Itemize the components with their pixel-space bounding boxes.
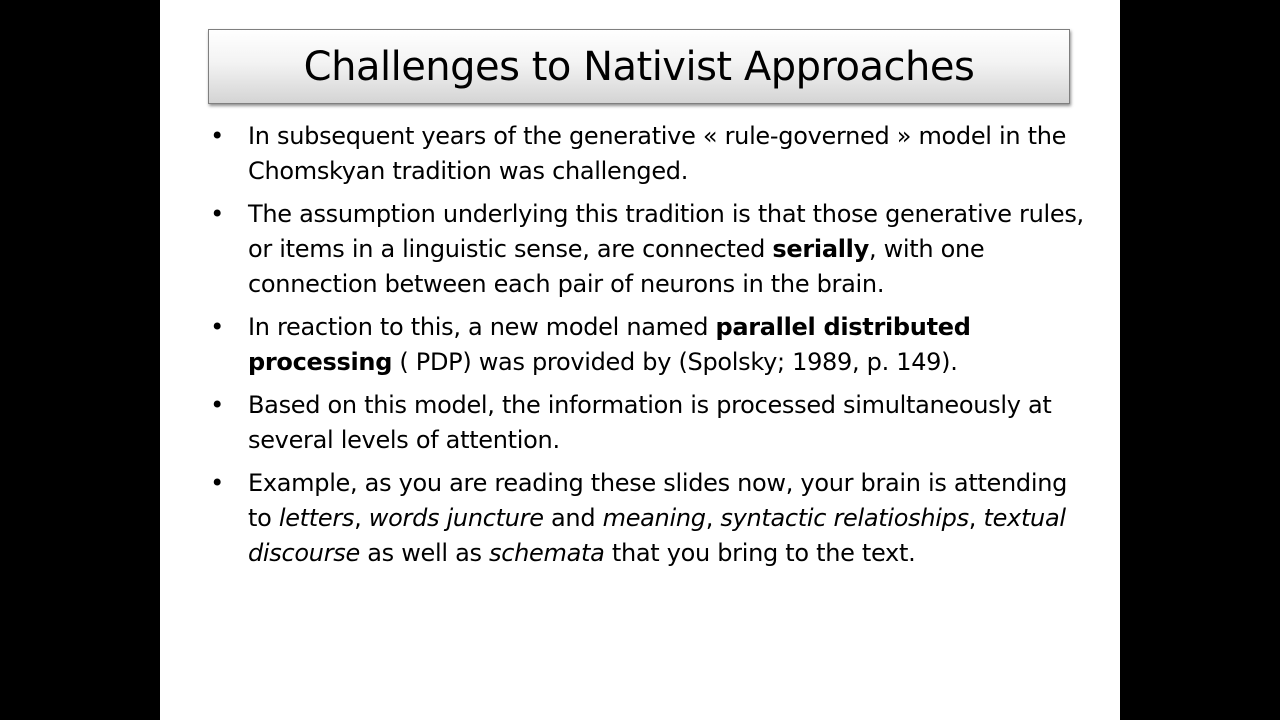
slide-title-box: [208, 29, 1070, 104]
bullet-text-segment: as well as: [359, 539, 490, 567]
bullet-item: [210, 310, 1090, 380]
bullet-text-segment: serially: [772, 235, 869, 263]
bullet-text-segment: In subsequent years of the generative « rule-governed » model in the Chomskyan tradition was challenged.: [248, 122, 1067, 185]
bullet-marker: •: [210, 313, 224, 341]
bullet-text-segment: Based on this model, the information is processed simultaneously at several levels of attention.: [248, 391, 1052, 454]
bullet-text-segment: meaning: [602, 504, 706, 532]
bullet-list: [210, 119, 1090, 579]
bullet-text-segment: parallel distributed processing: [248, 313, 971, 376]
presentation-slide: [160, 0, 1120, 720]
bullet-marker: •: [210, 469, 224, 497]
bullet-marker: •: [210, 122, 224, 150]
bullet-text-segment: ,: [354, 504, 369, 532]
bullet-item: [210, 466, 1090, 571]
bullet-text-segment: words juncture: [368, 504, 544, 532]
bullet-item: [210, 197, 1090, 302]
bullet-item: [210, 388, 1090, 458]
bullet-text-segment: that you bring to the text.: [604, 539, 916, 567]
bullet-item: [210, 119, 1090, 189]
bullet-text-segment: letters: [278, 504, 355, 532]
bullet-text-segment: syntactic relatioships: [720, 504, 969, 532]
bullet-text-segment: ,: [968, 504, 984, 532]
bullet-text-segment: ,: [705, 504, 721, 532]
bullet-text-segment: The assumption underlying this tradition is that those generative rules, or items in a linguistic sense, are connected: [248, 200, 1084, 263]
bullet-marker: •: [210, 200, 224, 228]
bullet-text-segment: , with one connection between each pair of neurons in the brain.: [248, 235, 985, 298]
bullet-text-segment: textual discourse: [248, 504, 1066, 567]
bullet-marker: •: [210, 391, 224, 419]
bullet-text-segment: and: [543, 504, 603, 532]
slide-title: Challenges to Nativist Approaches: [303, 43, 975, 90]
bullet-text-segment: In reaction to this, a new model named: [248, 313, 716, 341]
bullet-text-segment: ( PDP) was provided by (Spolsky; 1989, p. 149).: [392, 348, 958, 376]
bullet-text-segment: schemata: [489, 539, 605, 567]
bullet-text-segment: Example, as you are reading these slides now, your brain is attending to: [248, 469, 1068, 532]
